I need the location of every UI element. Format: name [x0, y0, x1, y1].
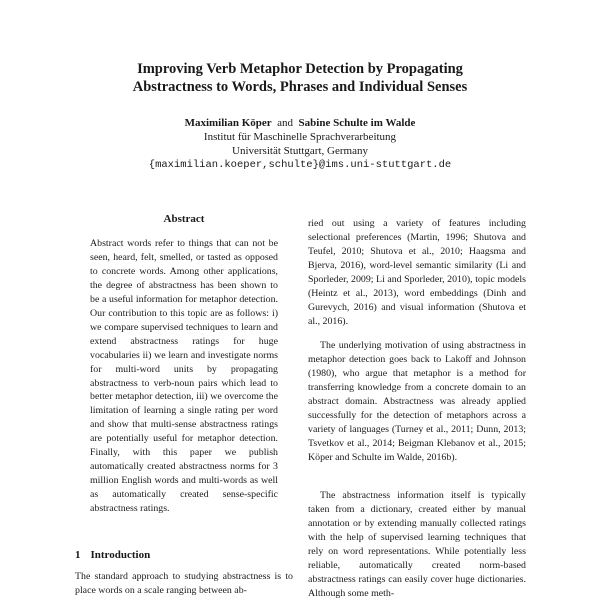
abstract-heading: Abstract — [163, 213, 205, 225]
right-paragraph-3: The abstractness information itself is typically taken from a dictionary, created either by manual annotation or by extending manually collected ratings with the help of supervised learning techniques that rely on word representations. While potentially less reliable, automatically created norm-based abstractness ratings can easily cover huge dictionaries. Although some meth- — [308, 490, 526, 599]
right-paragraph-1: ried out using a variety of features including selectional preferences (Martin, 1996; Shutova and Teufel, 2010; Shutova et al., 2010; Haagsma and Bjerva, 2016), word-level semantic similarity (Li and Sporleder, 2009; Li and Sporleder, 2010), topic models (Heintz et al., 2013), word embeddings (Dinh and Gurevych, 2016) and visual information (Shutova et al., 2016). — [308, 218, 526, 327]
institute: Institut für Maschinelle Sprachverarbeitung — [203, 131, 397, 143]
university: Universität Stuttgart, Germany — [232, 145, 368, 157]
author-2: Sabine Schulte im Walde — [298, 117, 416, 129]
section-number: 1 — [75, 549, 81, 561]
email: {maximilian.koeper,schulte}@ims.uni-stuttgart.de — [148, 159, 452, 171]
title-line-1: Improving Verb Metaphor Detection by Propagating — [137, 61, 463, 77]
author-names — [0, 116, 600, 130]
abstract-text: Abstract words refer to things that can not be seen, heard, felt, smelled, or tasted as opposed to concrete words. Among other applications, the degree of abstractness has been shown to be a useful information for metaphor detection. Our contribution to this topic are as follows: i) we compare supervised techniques to learn and extend abstractness ratings for huge vocabularies ii) we learn and investigate norms for multi-word units by propagating abstractness to verb-noun pairs which lead to better metaphor detection, iii) we overcome the limitation of learning a single rating per word and show that multi-sense abstractness ratings are potentially useful for metaphor detection. Finally, with this paper we publish automatically created abstractness norms for 3 million English words and multi-words as well as automatically created sense-specific abstractness ratings. — [90, 238, 278, 515]
introduction-text: The standard approach to studying abstractness is to place words on a scale ranging between ab- — [75, 571, 293, 596]
title-line-2: Abstractness to Words, Phrases and Individual Senses — [132, 79, 468, 95]
paper-title — [0, 60, 600, 96]
author-and: and — [277, 117, 294, 129]
author-1: Maximilian Köper — [184, 117, 272, 129]
introduction-heading — [75, 549, 293, 561]
author-block — [0, 116, 600, 172]
right-paragraph-2: The underlying motivation of using abstractness in metaphor detection goes back to Lakoff and Johnson (1980), who argue that metaphor is a method for transferring knowledge from a concrete domain to an abstract domain. Abstractness was already applied successfully for the detection of metaphors across a variety of languages (Turney et al., 2011; Dunn, 2013; Tsvetkov et al., 2014; Beigman Klebanov et al., 2015; Köper and Schulte im Walde, 2016b). — [308, 340, 526, 463]
section-title: Introduction — [90, 549, 151, 561]
